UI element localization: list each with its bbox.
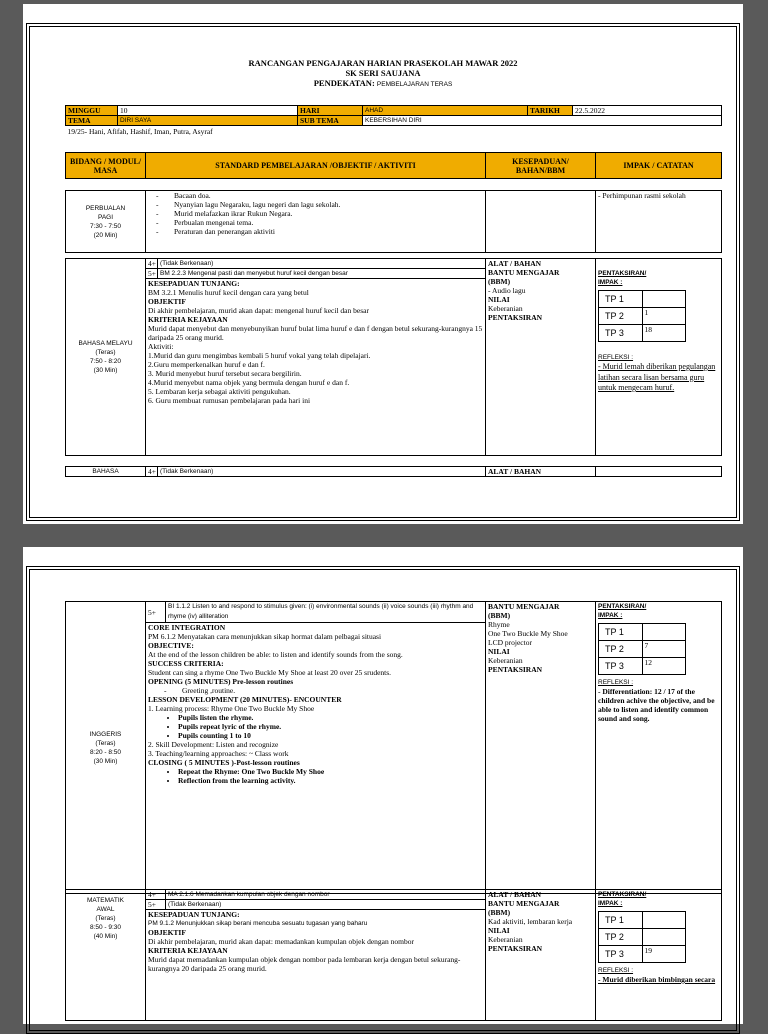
- inggeris-module: INGGERIS (Teras) 8:20 - 8:50 (30 Min): [66, 602, 146, 894]
- refleksi-label: REFLEKSI :: [598, 679, 634, 686]
- tp-label: TP 1: [599, 624, 643, 641]
- bahasa-standard: (Tidak Berkenaan): [158, 467, 486, 477]
- bm-row: [65, 258, 722, 456]
- refleksi-text: - Murid lemah diberikan pegulangan latihan secara lisan bersama guru untuk mengecam huruf.: [598, 362, 716, 392]
- matematik-standard-1: MA 2.1.6 Memadankan kumpulan objek dengan nombor: [166, 890, 486, 900]
- list-item: • Reflection from the learning activity.: [178, 776, 483, 785]
- bm-standard-2: BM 2.2.3 Mengenal pasti dan menyebut huruf kecil dengan besar: [158, 269, 486, 279]
- perbualan-impak: - Perhimpunan rasmi sekolah: [596, 191, 722, 253]
- col-standard: STANDARD PEMBELAJARAN /OBJEKTIF / AKTIVITI: [146, 153, 486, 179]
- matematik-code-2: 5+: [146, 900, 166, 910]
- list-item: • Pupils counting 1 to 10: [178, 731, 483, 740]
- col-bidang: BIDANG / MODUL/ MASA: [66, 153, 146, 179]
- tema-value: DIRI SAYA: [118, 116, 298, 126]
- perbualan-activities: [146, 191, 486, 253]
- list-item: - Bacaan doa.: [174, 191, 483, 200]
- hari-label: HARI: [298, 106, 363, 116]
- matematik-standard-2: (Tidak Berkenaan): [166, 900, 486, 910]
- column-header-row: [65, 152, 722, 179]
- bm-bahan: ALAT / BAHAN BANTU MENGAJAR (BBM) - Audio lagu NILAI Keberanian PENTAKSIRAN: [486, 259, 596, 456]
- tp-label: TP 1: [599, 291, 643, 308]
- tp-label: TP 3: [599, 325, 643, 342]
- page-header: [23, 58, 743, 90]
- perbualan-row: [65, 190, 722, 253]
- header-title: RANCANGAN PENGAJARAN HARIAN PRASEKOLAH MAWAR 2022: [248, 58, 518, 68]
- info-table: [65, 105, 722, 136]
- matematik-row: [65, 889, 722, 1021]
- subtema-label: SUB TEMA: [298, 116, 363, 126]
- bahasa-module: BAHASA: [66, 467, 146, 477]
- tp-label: TP 2: [599, 641, 643, 658]
- list-item: • Pupils listen the rhyme.: [178, 713, 483, 722]
- tp-label: TP 3: [599, 658, 643, 675]
- header-school: SK SERI SAUJANA: [345, 68, 421, 78]
- page-1: [23, 4, 743, 524]
- matematik-content: KESEPADUAN TUNJANG: PM 9.1.2 Menunjukkan sikap berani mencuba sesuatu tugasan yang baharu OBJEKTIF Di akhir pembelajaran, murid akan dapat: memadankan kumpulan objek dengan nombor KRITERIA KEJAYAAN Murid dapat memadankan kumpulan objek dengan nombor pada lembaran kerja dengan betul sekurang-kurangnya 20 daripada 25 orang murid.: [146, 910, 486, 1021]
- inggeris-bahan: BANTU MENGAJAR (BBM) Rhyme One Two Buckle My Shoe LCD projector NILAI Keberanian PENTAKSIRAN: [486, 602, 596, 894]
- refleksi-label: REFLEKSI :: [598, 354, 634, 361]
- matematik-bahan: ALAT / BAHAN BANTU MENGAJAR (BBM) Kad aktiviti, lembaran kerja NILAI Keberanian PENTAKSIRAN: [486, 890, 596, 1021]
- list-item: • Pupils repeat lyric of the rhyme.: [178, 722, 483, 731]
- bm-module: BAHASA MELAYU (Teras) 7:50 - 8:20 (30 Min): [66, 259, 146, 456]
- matematik-impak: PENTAKSIRAN/ IMPAK : TP 1 TP 2 TP 3 19 REFLEKSI : - Murid diberikan bimbingan secara: [596, 890, 722, 1021]
- minggu-label: MINGGU: [66, 106, 118, 116]
- refleksi-label: REFLEKSI :: [598, 967, 634, 974]
- tp-table: [598, 623, 686, 675]
- refleksi-text: - Murid diberikan bimbingan secara: [598, 975, 716, 984]
- matematik-module: MATEMATIK AWAL (Teras) 8:50 - 9:30 (40 Min): [66, 890, 146, 1021]
- tp-value: 12: [642, 658, 686, 675]
- tp-value: 18: [642, 325, 686, 342]
- list-item: - Peraturan dan penerangan aktiviti: [174, 227, 483, 236]
- col-kesepaduan: KESEPADUAN/ BAHAN/BBM: [486, 153, 596, 179]
- tp-table: [598, 290, 686, 342]
- attendance: 19/25- Hani, Afifah, Hashif, Iman, Putra, Asyraf: [67, 127, 213, 136]
- tp-value: 1: [642, 308, 686, 325]
- minggu-value: 10: [118, 106, 298, 116]
- bahasa-impak: [596, 467, 722, 477]
- tp-label: TP 3: [599, 946, 643, 963]
- subtema-value: KEBERSIHAN DIRI: [363, 116, 722, 126]
- list-item: - Nyanyian lagu Negaraku, lagu negeri dan lagu sekolah.: [174, 200, 483, 209]
- tp-value: [642, 912, 686, 929]
- col-impak: IMPAK / CATATAN: [596, 153, 722, 179]
- tp-value: [642, 929, 686, 946]
- inggeris-code: 5+: [146, 602, 166, 623]
- tarikh-value: 22.5.2022: [573, 106, 722, 116]
- bm-standard-1: (Tidak Berkenaan): [158, 259, 486, 269]
- tp-label: TP 2: [599, 929, 643, 946]
- hari-value: AHAD: [363, 106, 528, 116]
- header-approach: PENDEKATAN: PEMBELAJARAN TERAS: [313, 78, 453, 88]
- inggeris-impak: PENTAKSIRAN/ IMPAK : TP 1 TP 2 7 TP 3 12 REFLEKSI : - Differentiation: 12 / 17 of the children achive the objective, and be able to listen and identify common sound and song.: [596, 602, 722, 894]
- tp-table: [598, 911, 686, 963]
- tema-label: TEMA: [66, 116, 118, 126]
- perbualan-module: PERBUALAN PAGI 7:30 - 7:50 (20 Min): [66, 191, 146, 253]
- list-item: - Greeting ,routine.: [182, 686, 483, 695]
- bm-content: KESEPADUAN TUNJANG: BM 3.2.1 Menulis huruf kecil dengan cara yang betul OBJEKTIF Di akhir pembelajaran, murid akan dapat: mengenal huruf kecil dan besar KRITERIA KEJAYAAN Murid dapat menyebut dan menyebunyikan huruf bulat lima huruf e dan f dengan betul sekurang-kurangnya 15 daripada 25 orang murid. Aktiviti: 1.Murid dan guru mengimbas kembali 5 huruf vokal yang telah dipelajari. 2.Guru memperkenalkan huruf e dan f. 3. Murid menyebut huruf tersebut secara bergilirin. 4.Murid menyebut nama objek yang bermula dengan huruf e dan f. 5. Lembaran kerja sebagai aktiviti pengukuhan. 6. Guru membuat rumusan pembelajaran pada hari ini: [146, 279, 486, 456]
- list-item: - Perbualan mengenai tema.: [174, 218, 483, 227]
- refleksi-text: - Differentiation: 12 / 17 of the children achive the objective, and be able to listen and identify common sound and song.: [598, 687, 715, 723]
- inggeris-standard: BI 1.1.2 Listen to and respond to stimulus given: (i) environmental sounds (ii) voice sounds (iii) rhythm and rhyme (iv) alliteration: [166, 602, 486, 623]
- bahasa-code: 4+: [146, 467, 158, 477]
- perbualan-bahan: [486, 191, 596, 253]
- inggeris-content: CORE INTEGRATION PM 6.1.2 Menyatakan cara menunjukkan sikap hormat dalam pelbagai situasi OBJECTIVE: At the end of the lesson children be able: to listen and identify sounds from the song. SUCCESS CRITERIA: Student can sing a rhyme One Two Buckle My Shoe at least 20 over 25 srudents. OPENING (5 MINUTES) Pre-lesson routines - Greeting ,routine. LESSON DEVELOPMENT (20 MINUTES)- ENCOUNTER 1. Learning process: Rhyme One Two Buckle My Shoe • Pupils listen the rhyme. • Pupils repeat lyric of the rhyme. • Pupils counting 1 to 10 2. Skill Development: Listen and recognize 3. Teaching/learning approaches: ~ Class work CLOSING ( 5 MINUTES )-Post-lesson routines • Repeat the Rhyme: One Two Buckle My Shoe • Reflection from the learning activity.: [146, 623, 486, 894]
- bm-code-2: 5+: [146, 269, 158, 279]
- inggeris-row: [65, 601, 722, 894]
- tp-value: [642, 624, 686, 641]
- list-item: • Repeat the Rhyme: One Two Buckle My Shoe: [178, 767, 483, 776]
- tp-label: TP 1: [599, 912, 643, 929]
- tp-value: 7: [642, 641, 686, 658]
- bm-impak: PENTAKSIRAN/ IMPAK : TP 1 TP 2 1 TP 3 18 REFLEKSI : - Murid lemah diberikan pegulangan latihan secara lisan bersama guru untuk mengecam huruf.: [596, 259, 722, 456]
- page-2: [23, 547, 743, 1024]
- list-item: - Murid melafazkan ikrar Rukun Negara.: [174, 209, 483, 218]
- bahasa-bahan: ALAT / BAHAN: [486, 467, 596, 477]
- tp-value: 19: [642, 946, 686, 963]
- bahasa-row: [65, 466, 722, 477]
- tp-value: [642, 291, 686, 308]
- matematik-code-1: 4+: [146, 890, 166, 900]
- tarikh-label: TARIKH: [528, 106, 573, 116]
- tp-label: TP 2: [599, 308, 643, 325]
- bm-code-1: 4+: [146, 259, 158, 269]
